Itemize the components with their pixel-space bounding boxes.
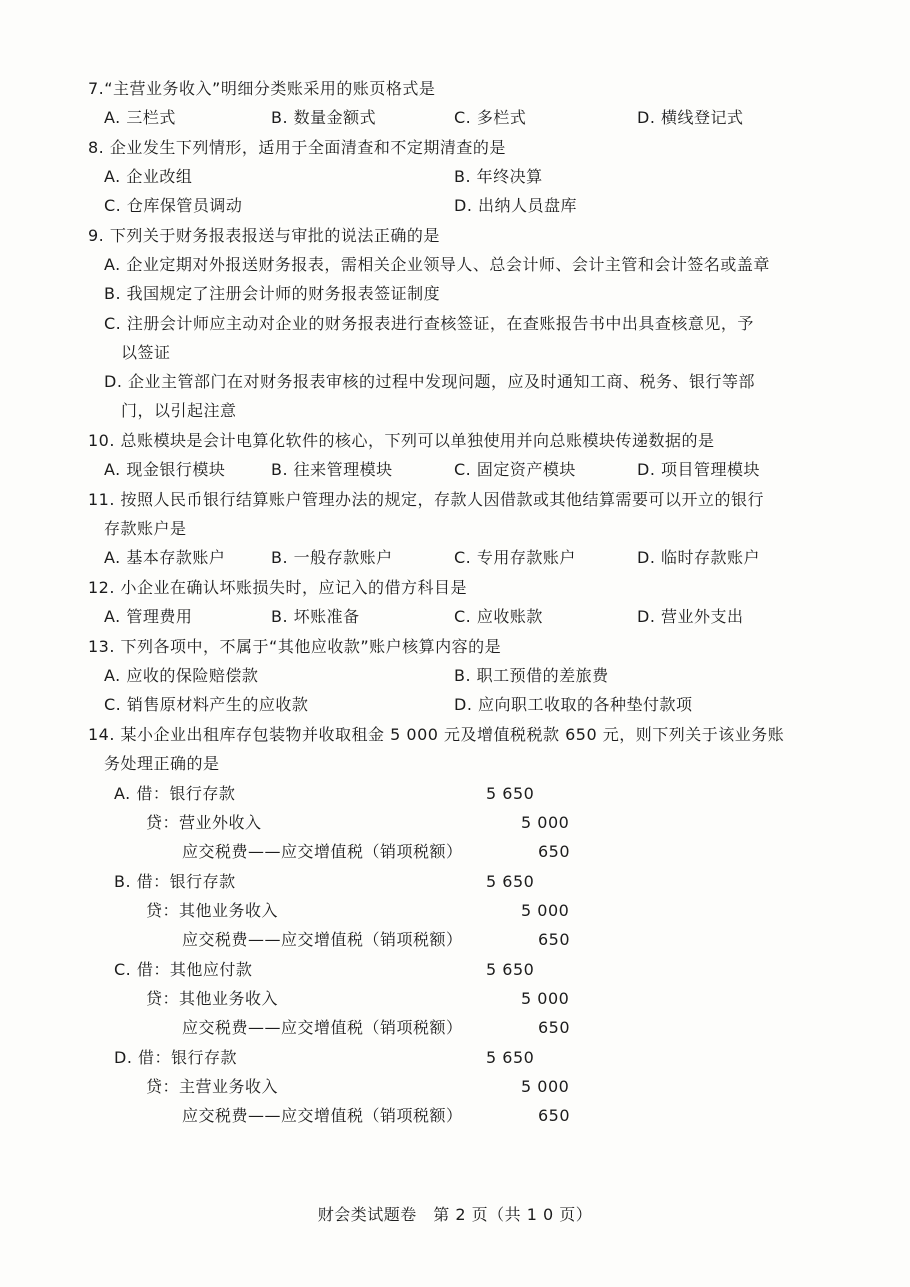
q11-option-a: A. 基本存款账户 (104, 548, 226, 567)
q14-option-d-credit1: 贷：主营业务收入 (146, 1077, 279, 1096)
q14-option-b-debit: B. 借：银行存款 (114, 872, 236, 891)
q11-option-d: D. 临时存款账户 (637, 548, 760, 567)
q14-option-a-debit: A. 借：银行存款 (114, 784, 236, 803)
q14-option-c-debit-amount: 5 650 (486, 960, 535, 979)
q10-option-c: C. 固定资产模块 (454, 460, 576, 479)
q12-option-d: D. 营业外支出 (637, 607, 744, 626)
q7-option-c: C. 多栏式 (454, 108, 527, 127)
q14-option-c-credit1: 贷：其他业务收入 (146, 989, 279, 1008)
q9-option-c-line1: C. 注册会计师应主动对企业的财务报表进行查核签证，在查账报告书中出具查核意见，予 (104, 314, 754, 333)
q9-option-b: B. 我国规定了注册会计师的财务报表签证制度 (104, 284, 441, 303)
q14-option-c-credit2: 应交税费——应交增值税（销项税额） (182, 1018, 463, 1037)
q10-option-b: B. 往来管理模块 (271, 460, 393, 479)
q14-option-a-credit1: 贷：营业外收入 (146, 813, 262, 832)
q13-option-d: D. 应向职工收取的各种垫付款项 (454, 695, 693, 714)
q14-option-b-credit1: 贷：其他业务收入 (146, 901, 279, 920)
q9-option-a: A. 企业定期对外报送财务报表，需相关企业领导人、总会计师、会计主管和会计签名或盖章 (104, 255, 770, 274)
q12-option-c: C. 应收账款 (454, 607, 543, 626)
q14-option-d-credit2-amount: 650 (538, 1106, 571, 1125)
q12-option-b: B. 坏账准备 (271, 607, 360, 626)
q14-option-b-debit-amount: 5 650 (486, 872, 535, 891)
q14-option-d-debit-amount: 5 650 (486, 1048, 535, 1067)
q14-option-b-credit2: 应交税费——应交增值税（销项税额） (182, 930, 463, 949)
question-11-stem-line2: 存款账户是 (104, 519, 187, 538)
q12-option-a: A. 管理费用 (104, 607, 193, 626)
q14-option-d-credit2: 应交税费——应交增值税（销项税额） (182, 1106, 463, 1125)
q14-option-a-credit1-amount: 5 000 (521, 813, 570, 832)
q14-option-c-debit: C. 借：其他应付款 (114, 960, 253, 979)
question-13-stem: 13. 下列各项中，不属于“其他应收款”账户核算内容的是 (88, 637, 502, 656)
q10-option-a: A. 现金银行模块 (104, 460, 226, 479)
question-11-stem-line1: 11. 按照人民币银行结算账户管理办法的规定，存款人因借款或其他结算需要可以开立的银行 (88, 490, 765, 509)
q8-option-b: B. 年终决算 (454, 167, 543, 186)
q10-option-d: D. 项目管理模块 (637, 460, 760, 479)
q7-option-b: B. 数量金额式 (271, 108, 377, 127)
q7-option-d: D. 横线登记式 (637, 108, 744, 127)
q8-option-a: A. 企业改组 (104, 167, 193, 186)
q14-option-b-credit1-amount: 5 000 (521, 901, 570, 920)
q14-option-d-credit1-amount: 5 000 (521, 1077, 570, 1096)
q7-option-a: A. 三栏式 (104, 108, 176, 127)
q11-option-b: B. 一般存款账户 (271, 548, 393, 567)
q14-option-a-debit-amount: 5 650 (486, 784, 535, 803)
q9-option-c-line2: 以签证 (121, 343, 171, 362)
q14-option-a-credit2-amount: 650 (538, 842, 571, 861)
q14-option-c-credit1-amount: 5 000 (521, 989, 570, 1008)
question-12-stem: 12. 小企业在确认坏账损失时，应记入的借方科目是 (88, 578, 468, 597)
q11-option-c: C. 专用存款账户 (454, 548, 576, 567)
question-7-stem: 7.“主营业务收入”明细分类账采用的账页格式是 (88, 79, 436, 98)
question-9-stem: 9. 下列关于财务报表报送与审批的说法正确的是 (88, 226, 440, 245)
q8-option-d: D. 出纳人员盘库 (454, 196, 577, 215)
q13-option-c: C. 销售原材料产生的应收款 (104, 695, 309, 714)
page-footer: 财会类试题卷 第 2 页（共 1 0 页） (317, 1205, 593, 1224)
question-8-stem: 8. 企业发生下列情形，适用于全面清查和不定期清查的是 (88, 138, 506, 157)
q14-option-c-credit2-amount: 650 (538, 1018, 571, 1037)
q9-option-d-line1: D. 企业主管部门在对财务报表审核的过程中发现问题，应及时通知工商、税务、银行等部 (104, 372, 755, 391)
question-14-stem-line1: 14. 某小企业出租库存包装物并收取租金 5 000 元及增值税税款 650 元，则下列关于该业务账 (88, 725, 785, 744)
q13-option-a: A. 应收的保险赔偿款 (104, 666, 259, 685)
q14-option-a-credit2: 应交税费——应交增值税（销项税额） (182, 842, 463, 861)
q9-option-d-line2: 门，以引起注意 (121, 401, 237, 420)
q13-option-b: B. 职工预借的差旅费 (454, 666, 609, 685)
q8-option-c: C. 仓库保管员调动 (104, 196, 243, 215)
question-10-stem: 10. 总账模块是会计电算化软件的核心，下列可以单独使用并向总账模块传递数据的是 (88, 431, 715, 450)
q14-option-b-credit2-amount: 650 (538, 930, 571, 949)
q14-option-d-debit: D. 借：银行存款 (114, 1048, 237, 1067)
question-14-stem-line2: 务处理正确的是 (104, 754, 220, 773)
